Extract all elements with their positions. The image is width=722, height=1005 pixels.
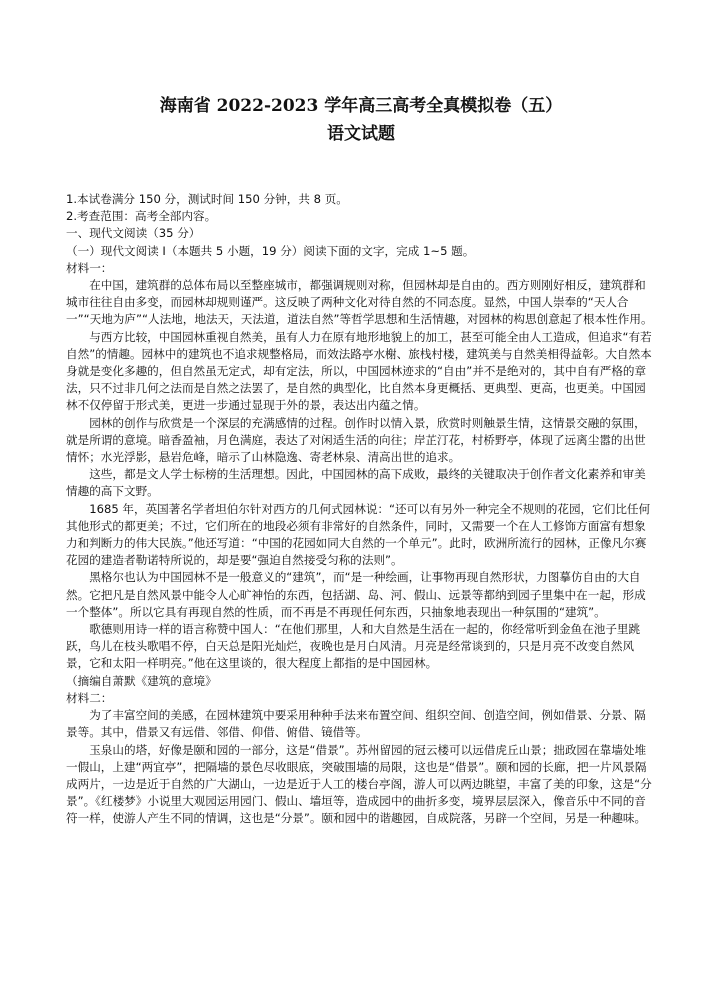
material1-paragraph: 园林的创作与欣赏是一个深层的充满感情的过程。创作时以情入景，欣赏时则触景生情，这情景交融的氛围，就是所谓的意境。暗香盈袖，月色满庭，表达了对闲适生活的向往；岸芷汀花，村桥野亭，体现了远离尘嚣的出世情怀；水光浮影，悬岩危峰，暗示了山林隐逸、寄老林泉、清高出世的追求。 (66, 415, 646, 465)
material1-paragraph: 歌德则用诗一样的语言称赞中国人：“在他们那里，人和大自然是生活在一起的，你经常听到金鱼在池子里跳跃，鸟儿在枝头歌唱不停，白天总是阳光灿烂，夜晚也是月白风清。月亮是经常谈到的，只是月亮不改变自然风景，它和太阳一样明亮。”他在这里谈的，很大程度上都指的是中国园林。 (66, 622, 641, 671)
note-scope: 2.考查范围：高考全部内容。 (66, 209, 217, 224)
material1-label: 材料一： (66, 260, 113, 275)
page-title: 海南省 2022-2023 学年高三高考全真模拟卷（五） (159, 96, 563, 116)
document-body (66, 191, 656, 828)
material1-paragraph: 与西方比较，中国园林重视自然美，虽有人力在原有地形地貌上的加工，甚至可能全由人工造成，但追求“有若自然”的情趣。园林中的建筑也不追求规整格局，而效法路亭水榭、旅栈村楼，建筑美与自然美相得益彰。大自然本身就是变化多趣的，但自然虽无定式，却有定法，所以，中国园林迹求的“自由”并不是绝对的，其中自有严格的章法，只不过非几何之法而是自然之法罢了，是自然的典型化，比自然本身更概括、更典型、更高，也更美。中国园林不仅停留于形式美，更进一步通过显现于外的景，表达出内蕴之情。 (66, 329, 652, 413)
page-subtitle: 语文试题 (327, 124, 395, 144)
material1-paragraph: 在中国，建筑群的总体布局以至整座城市，都强调规则对称，但园林却是自由的。西方则刚好相反，建筑群和城市往往自由多变，而园林却规则谨严。这反映了两种文化对待自然的不同态度。显然，中国人崇奉的“天人合一”“天地为庐”“人法地，地法天，天法道，道法自然”等哲学思想和生活情趣，对园林的构思创意起了根本性作用。 (66, 278, 653, 327)
material2-paragraph: 为了丰富空间的美感，在园林建筑中要采用种种手法来布置空间、组织空间、创造空间，例如借景、分景、隔景等。其中，借景又有远借、邻借、仰借、俯借、镜借等。 (66, 708, 646, 740)
material2-paragraph: 玉泉山的塔，好像是颐和园的一部分，这是“借景”。苏州留园的冠云楼可以远借虎丘山景；拙政园在靠墙处堆一假山，上建“两宜亭”，把隔墙的景色尽收眼底，突破围墙的局限，这也是“借景”。颐和园的长廊，把一片风景隔成两片，一边是近于自然的广大湖山，一边是近于人工的楼台亭阁，游人可以两边眺望，丰富了美的印象，这是“分景”。《红楼梦》小说里大观园运用园门、假山、墙垣等，造成园中的曲折多变，境界层层深入，像音乐中不同的音符一样，使游人产生不同的情调，这也是“分景”。颐和园中的谐趣园，自成院落，另辟一个空间，另是一种趣味。 (66, 742, 652, 826)
material1-paragraph: 这些，都是文人学士标榜的生活理想。因此，中国园林的高下成败，最终的关键取决于创作者文化素养和审美情趣的高下文野。 (66, 467, 646, 499)
subsection-heading: （一）现代文阅读 I（本题共 5 小题，19 分）阅读下面的文字，完成 1~5 题。 (66, 243, 475, 258)
material2-label: 材料二： (66, 690, 113, 705)
note-score: 1.本试卷满分 150 分，测试时间 150 分钟，共 8 页。 (66, 192, 348, 206)
material1-paragraph: 黑格尔也认为中国园林不是一般意义的“建筑”，而“是一种绘画，让事物再现自然形状，力图摹仿自由的大自然。它把凡是自然风景中能令人心旷神怡的东西，包括湖、岛、河、假山、远景等都纳到园子里集中在一起，形成一个整体”。所以它具有再现自然的性质，而不再是不再现任何东西，只抽象地表现出一种氛围的“建筑”。 (66, 570, 646, 619)
section-heading: 一、现代文阅读（35 分） (66, 226, 201, 241)
material1-paragraph: 1685 年，英国著名学者坦伯尔针对西方的几何式园林说：“还可以有另外一种完全不规则的花园，它们比任何其他形式的都更美；不过，它们所在的地段必须有非常好的自然条件，同时，又需要一个在人工修饰方面富有想象力和判断力的伟大民族。”他还写道：“中国的花园如同大自然的一个单元”。此时，欧洲所流行的园林，正像凡尔赛花园的建造者勒诺特所说的，却是要“强迫自然接受匀称的法则”。 (66, 501, 651, 568)
material1-source: （摘编自萧默《建筑的意境》 (66, 673, 217, 688)
